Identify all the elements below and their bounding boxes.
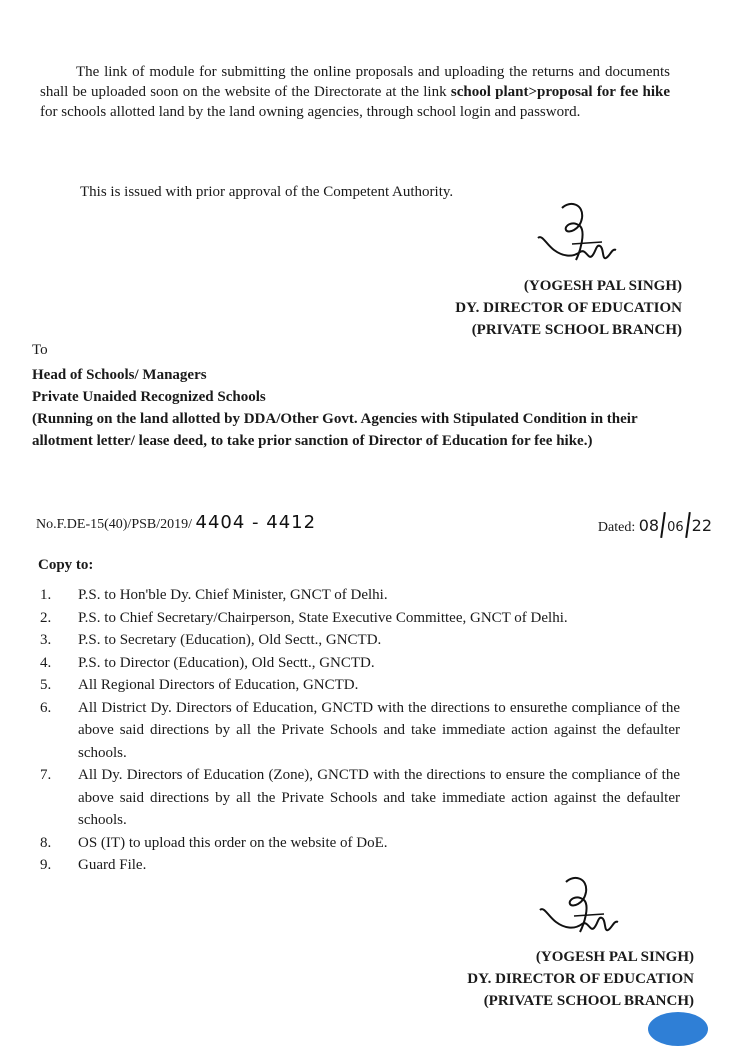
addressee-block (32, 364, 687, 452)
para1-text-end: for schools allotted land by the land owning agencies, through school login and password. (40, 104, 581, 120)
date-year: 22 (691, 516, 712, 535)
file-number: No.F.DE-15(40)/PSB/2019/ (36, 517, 193, 532)
signature-bottom (536, 874, 622, 944)
reference-number (36, 512, 316, 533)
approval-text: This is issued with prior approval of the Competent Authority. (80, 184, 454, 200)
copy-to-heading: Copy to: (38, 557, 94, 573)
signatory-designation: DY. DIRECTOR OF EDUCATION (455, 300, 682, 316)
signatory-block-top (455, 275, 682, 341)
date-month: 06 (667, 520, 684, 535)
para1-text: The link of module for submitting the online proposals and uploading the returns and documents shall be uploaded soon on the website of the Directorate at the link (40, 64, 670, 100)
signatory-name: (YOGESH PAL SINGH) (523, 278, 682, 294)
para1-link-path: school plant>proposal for fee hike (450, 84, 671, 100)
list-item: 6. All District Dy. Directors of Education, GNCTD with the directions to ensurethe compliance of the above said directions by all the Private Schools and take immediate action against the defaulter schools. (40, 699, 680, 761)
dated-field (598, 512, 712, 538)
signatory-branch: (PRIVATE SCHOOL BRANCH) (483, 993, 694, 1009)
to-label: To (32, 342, 48, 358)
list-item: 2. P.S. to Chief Secretary/Chairperson, State Executive Committee, GNCT of Delhi. (40, 609, 568, 626)
signature-top (532, 200, 622, 272)
addressee-line-1: Head of Schools/ Managers (32, 367, 207, 383)
signatory-block-bottom (467, 946, 694, 1012)
addressee-line-3: (Running on the land allotted by DDA/Other Govt. Agencies with Stipulated Condition in their allotment letter/ lease deed, to take prior sanction of Director of Education for fee hike.) (32, 411, 638, 449)
dated-label: Dated: (597, 520, 636, 535)
copy-to-list (40, 584, 680, 877)
list-item: 4. P.S. to Director (Education), Old Sectt., GNCTD. (40, 654, 375, 671)
date-day: 08 (638, 516, 660, 535)
signatory-name: (YOGESH PAL SINGH) (535, 949, 694, 965)
dispatch-range-handwritten: 4404 - 4412 (195, 512, 317, 533)
signatory-branch: (PRIVATE SCHOOL BRANCH) (471, 322, 682, 338)
reference-line (36, 508, 712, 538)
list-item: 9. Guard File. (40, 857, 147, 873)
list-item: 1. P.S. to Hon'ble Dy. Chief Minister, GNCT of Delhi. (40, 587, 388, 603)
approval-paragraph (44, 182, 674, 202)
blue-mark (648, 1012, 708, 1046)
module-link-paragraph (40, 62, 670, 122)
list-item: 3. P.S. to Secretary (Education), Old Sectt., GNCTD. (40, 632, 382, 648)
list-item: 5. All Regional Directors of Education, GNCTD. (40, 677, 359, 693)
list-item: 8. OS (IT) to upload this order on the website of DoE. (40, 834, 388, 851)
addressee-line-2: Private Unaided Recognized Schools (32, 389, 266, 405)
list-item: 7. All Dy. Directors of Education (Zone), GNCTD with the directions to ensure the compliance of the above said directions by all the Private Schools and take immediate action against the defaulter schools. (40, 767, 680, 828)
signatory-designation: DY. DIRECTOR OF EDUCATION (467, 971, 694, 987)
